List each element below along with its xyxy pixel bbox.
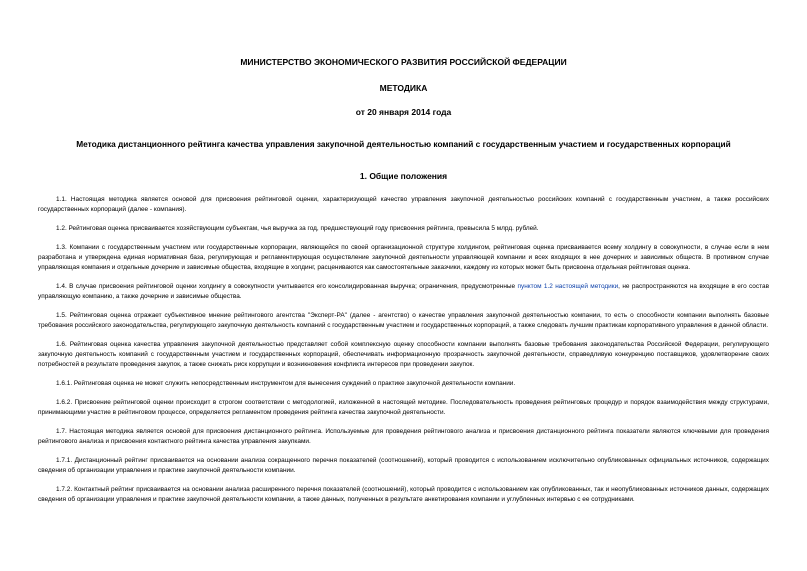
paragraph-1-5: 1.5. Рейтинговая оценка отражает субъективное мнение рейтингового агентства "Эксперт-РА" (далее - агентство) о качестве управления закупочной деятельностью компании, то есть о способности компании выполнять базовые требования российского законодательства, регулирующего закупочную деятельность компаний с государственным участием и государственных корпораций, а также следовать лучшим практикам корпоративного управления в данной области. <box>38 312 769 329</box>
paragraph-1-6: 1.6. Рейтинговая оценка качества управления закупочной деятельностью представляет собой комплексную оценку способности компании выполнять базовые требования законодательства Российской Федерации, регулирующего закупочную деятельность компаний с государственным участием и государственных корпораций, обеспечивать информационную прозрачность закупочной деятельности, справедливую конкуренцию поставщиков, удовлетворение своих потребностей в результате проведения закупок, а также снижать риск коррупции и возникновения конфликта интересов при проведении закупок. <box>38 341 769 368</box>
paragraph-1-7: 1.7. Настоящая методика является основой для присвоения дистанционного рейтинга. Используемые для проведения рейтингового анализа и присвоения дистанционного рейтинга показатели являются ключевыми для проведения рейтингового анализа и присвоения контактного рейтинга качества управления закупками. <box>38 428 769 445</box>
paragraph-1-6-1: 1.6.1. Рейтинговая оценка не может служить непосредственным инструментом для вынесения суждений о практике закупочной деятельности компании. <box>56 380 516 387</box>
paragraph-1-4 <box>38 282 769 302</box>
paragraph-1-4-text-start: 1.4. В случае присвоения рейтинговой оценки холдингу в совокупности учитывается его консолидированная выручка; ограничения, предусмотренные <box>56 283 518 290</box>
document-type: МЕТОДИКА <box>379 83 428 93</box>
paragraph-1-3: 1.3. Компании с государственным участием или государственные корпорации, являющейся по своей организационной структуре холдингом, рейтинговая оценка присваивается всему холдингу в совокупности, в случае если в нем разработана и утверждена единая нормативная база, регулирующая и регламентирующая осуществление закупочной деятельности управляющей компании и всех входящих в нее дочерних и зависимых обществ. В противном случае управляющая компания и отдельные дочерние и зависимые общества, входящие в холдинг, расцениваются как самостоятельные заказчики, каждому из которых может быть присвоена отдельная рейтинговая оценка. <box>38 244 769 271</box>
document-title: Методика дистанционного рейтинга качества управления закупочной деятельностью компаний с государственным участием и государственных корпораций <box>76 139 731 149</box>
paragraph-1-7-1: 1.7.1. Дистанционный рейтинг присваивается на основании анализа сокращенного перечня показателей (соотношений), который проводится с использованием исключительно опубликованных официальных источников, содержащих сведения об организации управления и практике закупочной деятельности компании. <box>38 457 769 474</box>
paragraph-1-1: 1.1. Настоящая методика является основой для присвоения рейтинговой оценки, характеризующей качество управления закупочной деятельностью российских компаний с государственным участием, а также российских государственных корпораций (далее - компания). <box>38 196 769 213</box>
document-date: от 20 января 2014 года <box>355 107 452 117</box>
ministry-heading: МИНИСТЕРСТВО ЭКОНОМИЧЕСКОГО РАЗВИТИЯ РОССИЙСКОЙ ФЕДЕРАЦИИ <box>240 57 567 67</box>
section-heading: 1. Общие положения <box>359 171 448 181</box>
paragraph-1-2: 1.2. Рейтинговая оценка присваивается хозяйствующим субъектам, чья выручка за год, предшествующий году присвоения рейтинга, превысила 5 млрд. рублей. <box>56 225 539 232</box>
paragraph-1-7-2: 1.7.2. Контактный рейтинг присваивается на основании анализа расширенного перечня показателей (соотношений), который проводится с использованием как опубликованных, так и неопубликованных источников данных, содержащих сведения об организации управления и практике закупочной деятельности компании, а также данных, полученных в результате анкетирования компании и углубленных интервью с ее сотрудниками. <box>38 486 769 503</box>
paragraph-1-6-2: 1.6.2. Присвоение рейтинговой оценки происходит в строгом соответствии с методологией, изложенной в настоящей методике. Последовательность проведения рейтинговых процедур и порядок взаимодействия между структурами, принимающими участие в рейтинговом процессе, определяется регламентом проведения рейтинга качества закупочной деятельности. <box>38 399 769 416</box>
clause-1-2-link[interactable]: пунктом 1.2 настоящей методики <box>517 283 619 290</box>
paragraph-1-4-text-end: , не распространяются на входящие в его состав управляющую компанию, а также дочерние и зависимые общества. <box>38 283 769 300</box>
